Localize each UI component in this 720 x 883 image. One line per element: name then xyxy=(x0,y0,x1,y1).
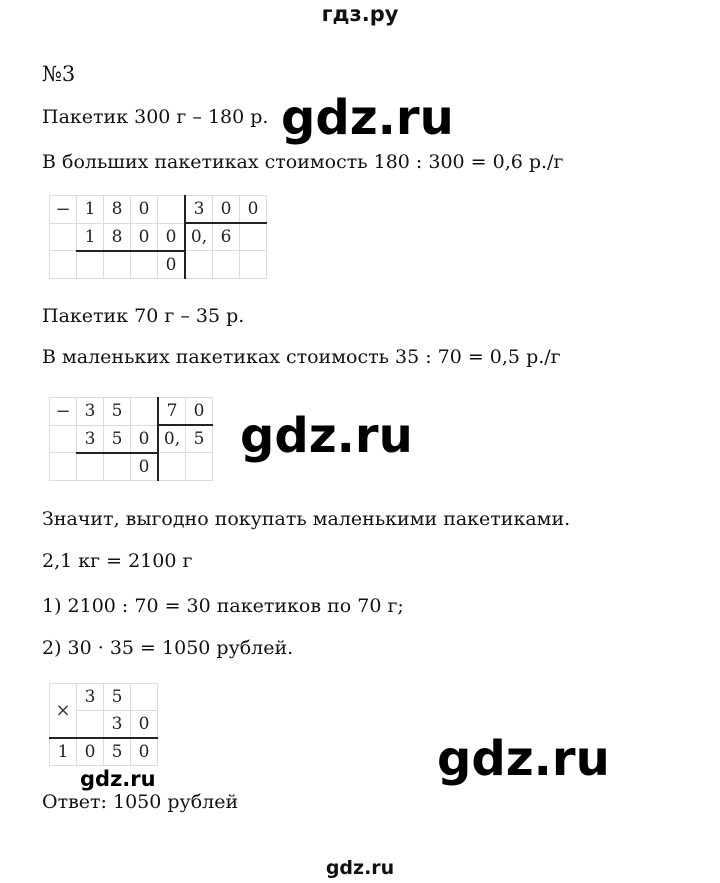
line-step-2: 2) 30 · 35 = 1050 рублей. xyxy=(42,637,294,659)
grid-cell xyxy=(131,251,158,279)
grid-cell: 0 xyxy=(131,425,159,453)
line-price-small: В маленьких пакетиках стоимость 35 : 70 = 0,5 р./г xyxy=(42,346,561,368)
task-number: №3 xyxy=(42,62,76,86)
grid-cell: 5 xyxy=(104,738,131,766)
grid-cell xyxy=(77,453,104,481)
division-35-by-70 xyxy=(49,397,213,481)
answer-line: Ответ: 1050 рублей xyxy=(42,791,239,813)
watermark-3: gdz.ru xyxy=(437,731,610,787)
line-conclusion: Значит, выгодно покупать маленькими пакетиками. xyxy=(42,508,571,530)
line-step-1: 1) 2100 : 70 = 30 пакетиков по 70 г; xyxy=(42,595,404,617)
grid-cell xyxy=(50,453,77,481)
grid-cell: 0 xyxy=(77,738,104,766)
grid-cell xyxy=(213,251,240,279)
grid-cell: 0 xyxy=(131,196,158,224)
grid-cell xyxy=(104,251,131,279)
grid-cell xyxy=(240,223,267,251)
grid-cell: 0 xyxy=(186,398,213,426)
grid-cell xyxy=(50,251,77,279)
grid-cell xyxy=(186,453,213,481)
grid-cell: 0 xyxy=(240,196,267,224)
grid-cell: 5 xyxy=(186,425,213,453)
minus-sign: − xyxy=(50,196,77,224)
grid-cell xyxy=(77,711,104,739)
grid-cell: 0, xyxy=(185,223,213,251)
grid-cell: 0 xyxy=(131,453,159,481)
minus-sign: − xyxy=(50,398,77,426)
grid-cell xyxy=(131,398,159,426)
grid-cell: 6 xyxy=(213,223,240,251)
line-price-large: В больших пакетиках стоимость 180 : 300 = 0,6 р./г xyxy=(42,151,564,173)
grid-cell xyxy=(50,223,77,251)
grid-cell: 3 xyxy=(185,196,213,224)
grid-cell: 0, xyxy=(158,425,186,453)
times-sign: × xyxy=(50,684,77,739)
grid-cell: 0 xyxy=(131,223,158,251)
grid-cell: 5 xyxy=(104,425,131,453)
grid-cell: 3 xyxy=(77,684,104,711)
grid-cell: 1 xyxy=(50,738,77,766)
grid-cell: 1 xyxy=(77,196,104,224)
grid-cell: 5 xyxy=(104,684,131,711)
grid-cell xyxy=(77,251,104,279)
grid-cell xyxy=(240,251,267,279)
line-conversion: 2,1 кг = 2100 г xyxy=(42,550,193,572)
site-footer: gdz.ru xyxy=(325,857,395,879)
grid-cell: 0 xyxy=(158,223,186,251)
grid-cell: 0 xyxy=(131,711,158,739)
site-header: гдз.ру xyxy=(321,2,399,26)
grid-cell xyxy=(104,453,131,481)
grid-cell xyxy=(158,453,186,481)
grid-cell: 7 xyxy=(158,398,186,426)
grid-cell: 8 xyxy=(104,196,131,224)
watermark-2: gdz.ru xyxy=(240,408,413,464)
line-package-small: Пакетик 70 г – 35 р. xyxy=(42,305,245,327)
grid-cell: 8 xyxy=(104,223,131,251)
grid-cell xyxy=(131,684,158,711)
grid-cell: 0 xyxy=(213,196,240,224)
grid-cell: 3 xyxy=(77,398,104,426)
watermark-small: gdz.ru xyxy=(80,767,156,791)
grid-cell: 5 xyxy=(104,398,131,426)
multiplication-35-by-30 xyxy=(49,683,158,766)
grid-cell xyxy=(158,196,186,224)
grid-cell: 0 xyxy=(158,251,186,279)
grid-cell: 3 xyxy=(104,711,131,739)
grid-cell xyxy=(185,251,213,279)
division-180-by-300 xyxy=(49,195,267,279)
grid-cell xyxy=(50,425,77,453)
line-package-large: Пакетик 300 г – 180 р. xyxy=(42,106,269,128)
grid-cell: 0 xyxy=(131,738,158,766)
grid-cell: 3 xyxy=(77,425,104,453)
grid-cell: 1 xyxy=(77,223,104,251)
watermark-1: gdz.ru xyxy=(281,90,454,146)
